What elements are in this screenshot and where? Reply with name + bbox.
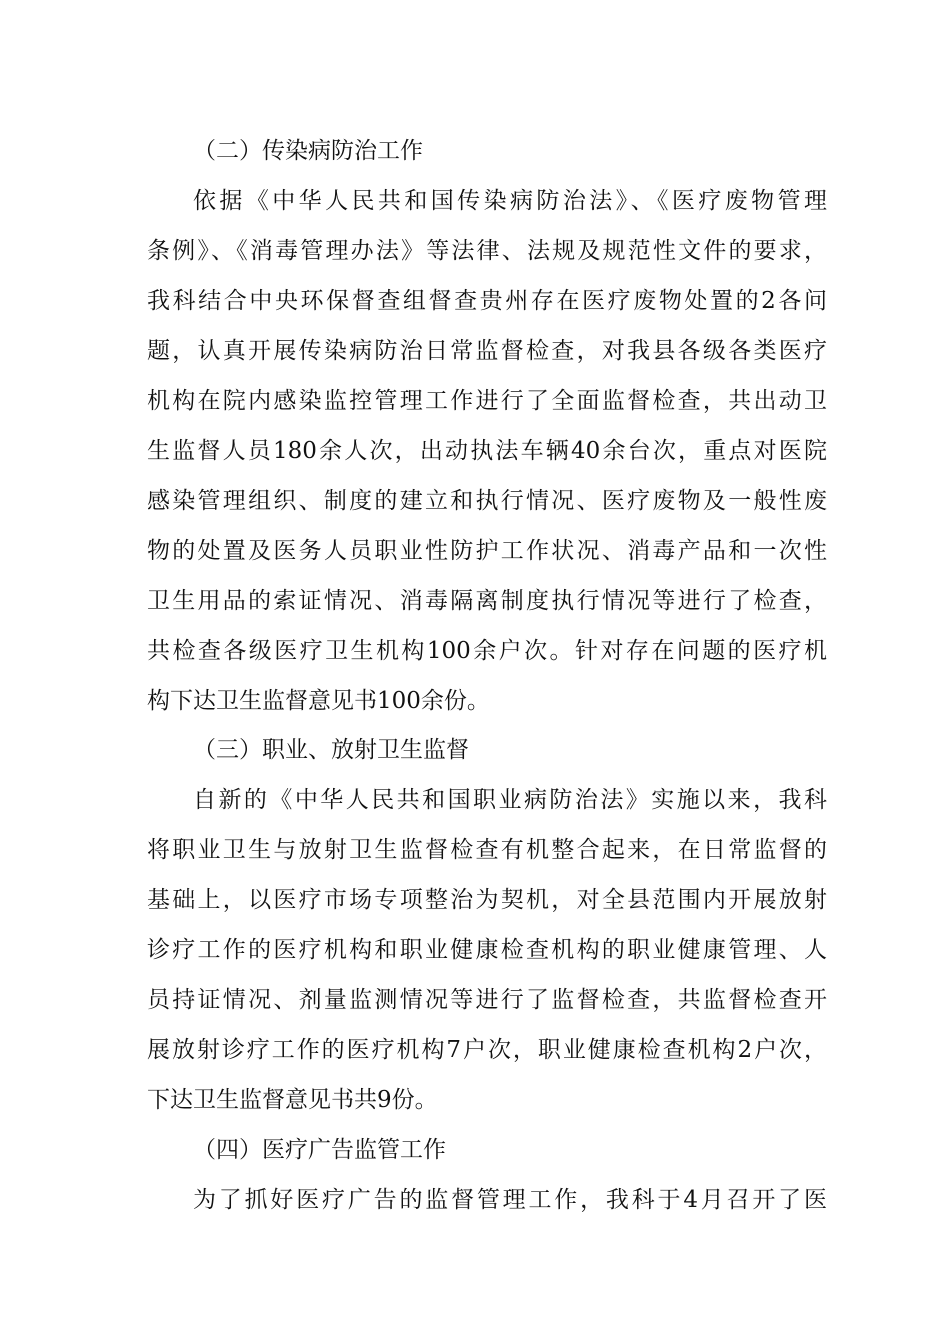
paragraph-line: 条例》、《消毒管理办法》等法律、法规及规范性文件的要求， [147, 238, 827, 264]
section-heading-2: （二）传染病防治工作 [193, 138, 423, 164]
paragraph-line: 生监督人员180余人次，出动执法车辆40余台次，重点对医院 [147, 438, 827, 464]
paragraph-line: 诊疗工作的医疗机构和职业健康检查机构的职业健康管理、人 [147, 937, 827, 963]
paragraph-line: 自新的《中华人民共和国职业病防治法》实施以来，我科 [193, 787, 827, 813]
paragraph-line: 构下达卫生监督意见书100余份。 [147, 688, 490, 714]
paragraph-line: 展放射诊疗工作的医疗机构7户次，职业健康检查机构2户次， [147, 1037, 827, 1063]
paragraph-line: 员持证情况、剂量监测情况等进行了监督检查，共监督检查开 [147, 987, 827, 1013]
section-heading-3: （三）职业、放射卫生监督 [193, 737, 469, 763]
paragraph-line: 卫生用品的索证情况、消毒隔离制度执行情况等进行了检查， [147, 588, 827, 614]
paragraph-line: 下达卫生监督意见书共9份。 [147, 1087, 438, 1113]
paragraph-line: 感染管理组织、制度的建立和执行情况、医疗废物及一般性废 [147, 488, 827, 514]
paragraph-line: 基础上，以医疗市场专项整治为契机，对全县范围内开展放射 [147, 887, 827, 913]
paragraph-line: 物的处置及医务人员职业性防护工作状况、消毒产品和一次性 [147, 538, 827, 564]
paragraph-line: 我科结合中央环保督查组督查贵州存在医疗废物处置的2各问 [147, 288, 827, 314]
paragraph-line: 共检查各级医疗卫生机构100余户次。针对存在问题的医疗机 [147, 638, 827, 664]
section-heading-4: （四）医疗广告监管工作 [193, 1137, 446, 1163]
paragraph-line: 为了抓好医疗广告的监督管理工作，我科于4月召开了医 [193, 1187, 827, 1213]
paragraph-line: 题，认真开展传染病防治日常监督检查，对我县各级各类医疗 [147, 338, 827, 364]
paragraph-line: 机构在院内感染监控管理工作进行了全面监督检查，共出动卫 [147, 388, 827, 414]
paragraph-line: 将职业卫生与放射卫生监督检查有机整合起来，在日常监督的 [147, 837, 827, 863]
paragraph-line: 依据《中华人民共和国传染病防治法》、《医疗废物管理 [193, 188, 827, 214]
